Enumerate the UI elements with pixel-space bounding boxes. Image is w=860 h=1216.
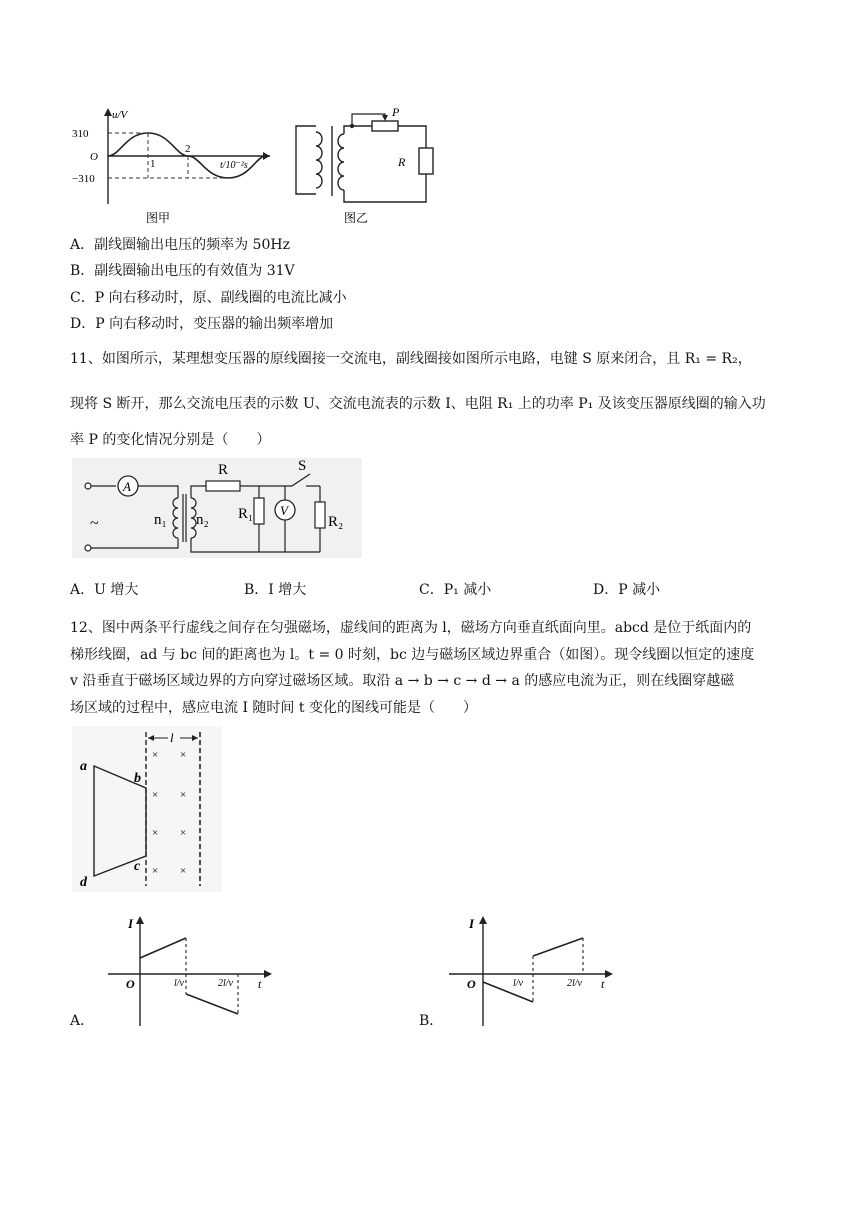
figure-q11-circuit bbox=[72, 458, 362, 558]
trough-label: −310 bbox=[72, 173, 95, 185]
q11-line-2: 现将 S 断开，那么交流电压表的示数 U、交流电流表的示数 I、电阻 R₁ 上的功率 P₁ 及该变压器原线圈的输入功 bbox=[70, 396, 766, 412]
i-axis-label: I bbox=[128, 916, 134, 931]
q12-line-2: 梯形线圈，ad 与 bc 间的距离也为 l。t = 0 时刻，bc 边与磁场区域边界重合（如图）。现令线圈以恒定的速度 bbox=[70, 647, 755, 663]
q12-line-3: v 沿垂直于磁场区域边界的方向穿过磁场区域。取沿 a → b → c → d → a 的感应电流为正，则在线圈穿越磁 bbox=[70, 673, 735, 689]
field-cross: × bbox=[180, 789, 187, 801]
field-cross: × bbox=[180, 749, 187, 761]
i-axis-label: I bbox=[469, 916, 475, 931]
field-cross: × bbox=[180, 827, 187, 839]
q10-option-c: C．P 向右移动时，原、副线圈的电流比减小 bbox=[70, 290, 347, 306]
tick-2l-v-label: 2l/v bbox=[567, 978, 582, 989]
q11-option-b: B．I 增大 bbox=[244, 582, 307, 598]
q11-line-1: 11、如图所示，某理想变压器的原线圈接一交流电，副线圈接如图所示电路，电键 S 原来闭合，且 R₁ = R₂， bbox=[70, 351, 752, 367]
graph-caption: 图甲 bbox=[146, 211, 171, 225]
q12-line-4: 场区域的过程中，感应电流 I 随时间 t 变化的图线可能是（ ） bbox=[70, 700, 477, 716]
graph-option-a bbox=[100, 910, 275, 1028]
t-axis-label: t bbox=[601, 977, 605, 991]
field-cross: × bbox=[152, 749, 159, 761]
r2-label: R₂ bbox=[328, 514, 344, 530]
vertex-b-label: b bbox=[134, 771, 141, 786]
t-axis-label: t/10⁻²s bbox=[220, 160, 248, 171]
ac-source-symbol: ~ bbox=[90, 515, 99, 532]
peak-label: 310 bbox=[72, 128, 89, 140]
field-cross: × bbox=[180, 865, 187, 877]
p-label: P bbox=[392, 105, 400, 119]
tick-2-label: 2 bbox=[185, 143, 191, 155]
switch-s-label: S bbox=[298, 458, 307, 474]
vertex-d-label: d bbox=[80, 875, 87, 890]
t-axis-label: t bbox=[258, 977, 262, 991]
graph-option-b bbox=[445, 910, 620, 1028]
field-cross: × bbox=[152, 865, 159, 877]
u-axis-label: u/V bbox=[112, 109, 128, 121]
origin-label: O bbox=[467, 977, 476, 991]
tick-1-label: 1 bbox=[150, 158, 156, 170]
q12-option-b: B． bbox=[419, 1013, 444, 1029]
q11-option-c: C．P₁ 减小 bbox=[419, 582, 492, 598]
vertex-c-label: c bbox=[134, 859, 141, 874]
vertex-a-label: a bbox=[80, 759, 87, 774]
figure-q12-coil-field bbox=[72, 726, 222, 892]
r1-label: R₁ bbox=[238, 506, 254, 522]
field-cross: × bbox=[152, 827, 159, 839]
voltmeter-label: V bbox=[280, 503, 288, 518]
origin-label: O bbox=[90, 151, 98, 163]
figure-u-t-graph bbox=[70, 104, 280, 228]
q11-option-d: D．P 减小 bbox=[593, 582, 661, 598]
tick-2l-v-label: 2l/v bbox=[218, 978, 233, 989]
ammeter-label: A bbox=[123, 479, 131, 494]
r-label: R bbox=[218, 462, 229, 478]
q11-option-a: A．U 增大 bbox=[70, 582, 139, 598]
q10-option-d: D．P 向右移动时，变压器的输出频率增加 bbox=[70, 316, 334, 332]
tick-l-v-label: l/v bbox=[513, 978, 523, 989]
q12-line-1: 12、图中两条平行虚线之间存在匀强磁场，虚线间的距离为 l，磁场方向垂直纸面向里。abcd 是位于纸面内的 bbox=[70, 620, 752, 636]
width-l-label: l bbox=[170, 730, 174, 745]
r-label: R bbox=[398, 155, 406, 169]
origin-label: O bbox=[126, 977, 135, 991]
n2-label: n₂ bbox=[196, 512, 209, 528]
q11-line-3: 率 P 的变化情况分别是（ ） bbox=[70, 432, 271, 448]
q10-option-b: B．副线圈输出电压的有效值为 31V bbox=[70, 263, 295, 279]
field-cross: × bbox=[152, 789, 159, 801]
q10-option-a: A．副线圈输出电压的频率为 50Hz bbox=[70, 237, 290, 253]
q12-option-a: A． bbox=[70, 1013, 95, 1029]
circuit-caption: 图乙 bbox=[344, 211, 369, 225]
n1-label: n₁ bbox=[154, 512, 167, 528]
tick-l-v-label: l/v bbox=[174, 978, 184, 989]
figure-transformer-circuit bbox=[286, 104, 436, 228]
